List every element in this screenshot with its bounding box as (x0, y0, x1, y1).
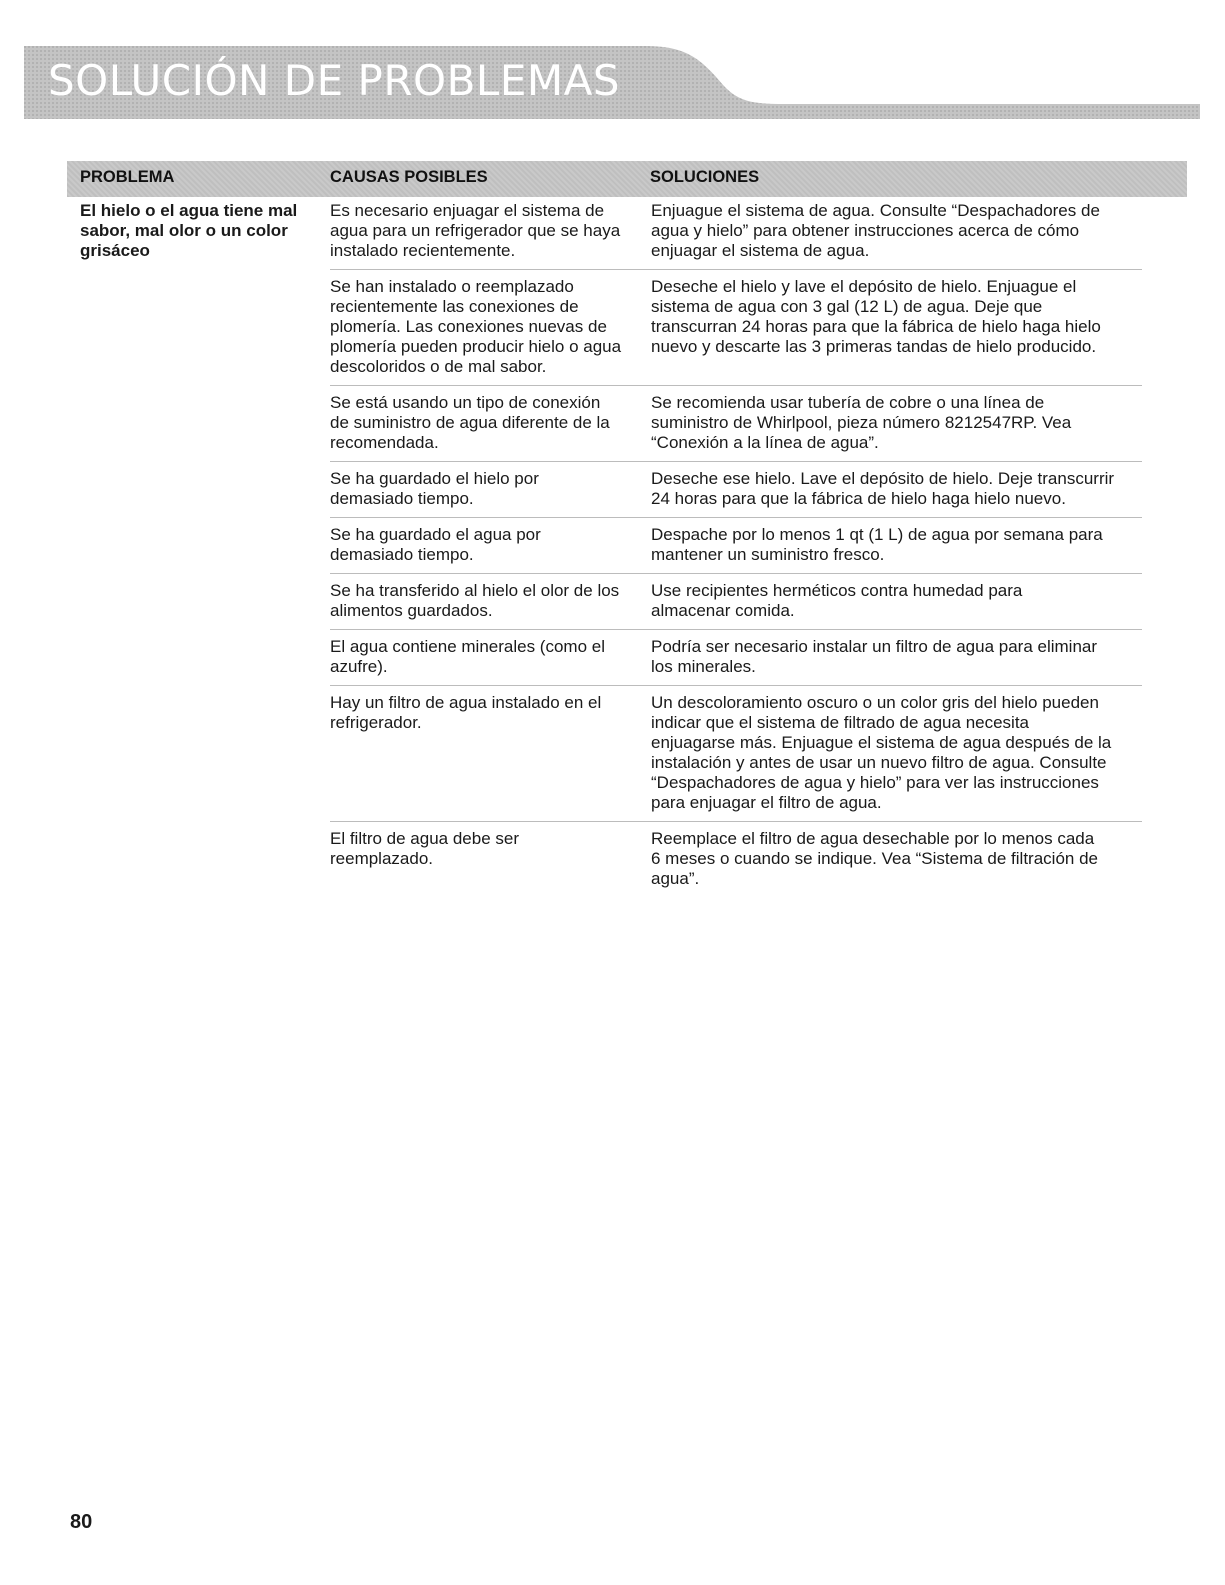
solution-cell: Un descoloramiento oscuro o un color gris del hielo pueden indicar que el sistema de filtrado de agua necesita enjuagarse más. Enjuague el sistema de agua después de la instalación y antes de usar un nuevo filtro de agua. Consulte “Despachadores de agua y hielo” para ver las instrucciones para enjuagar el filtro de agua. (651, 693, 1112, 812)
section-title: SOLUCIÓN DE PROBLEMAS (48, 56, 620, 105)
table-row (330, 461, 1142, 509)
cause-cell: Hay un filtro de agua instalado en el refrigerador. (330, 693, 602, 732)
header-solutions: SOLUCIONES (650, 168, 760, 186)
header-problem: PROBLEMA (80, 168, 175, 186)
table-row (330, 685, 1142, 813)
cause-cell: Se ha transferido al hielo el olor de los alimentos guardados. (330, 581, 620, 620)
solution-cell: Deseche ese hielo. Lave el depósito de hielo. Deje transcurrir 24 horas para que la fábrica de hielo haga hielo nuevo. (651, 469, 1115, 508)
table-row (330, 629, 1142, 677)
solution-cell: Deseche el hielo y lave el depósito de hielo. Enjuague el sistema de agua con 3 gal (12 L) de agua. Deje que transcurran 24 horas para que la fábrica de hielo haga hielo nuevo y descarte las 3 primeras tandas de hielo producido. (651, 277, 1101, 356)
cause-cell: Se han instalado o reemplazado recientemente las conexiones de plomería. Las conexiones nuevas de plomería pueden producir hielo o agua descoloridos o de mal sabor. (330, 277, 622, 376)
table-body (330, 199, 1142, 889)
cause-cell: Se está usando un tipo de conexión de suministro de agua diferente de la recomendada. (330, 393, 610, 452)
solution-cell: Use recipientes herméticos contra humedad para almacenar comida. (651, 581, 1023, 620)
section-banner (24, 46, 1200, 119)
solution-cell: Enjuague el sistema de agua. Consulte “Despachadores de agua y hielo” para obtener instrucciones acerca de cómo enjuagar el sistema de agua. (651, 201, 1100, 260)
table-row (330, 821, 1142, 889)
table-header (67, 161, 1187, 197)
page-number: 80 (70, 1511, 93, 1533)
cause-cell: El agua contiene minerales (como el azufre). (330, 637, 605, 676)
solution-cell: Se recomienda usar tubería de cobre o una línea de suministro de Whirlpool, pieza número 8212547RP. Vea “Conexión a la línea de agua”. (651, 393, 1072, 452)
cause-cell: Es necesario enjuagar el sistema de agua para un refrigerador que se haya instalado recientemente. (330, 201, 621, 260)
table-row (330, 269, 1142, 377)
header-causes: CAUSAS POSIBLES (330, 168, 488, 186)
table-row (330, 385, 1142, 453)
table-row (330, 517, 1142, 565)
table-row (330, 199, 1142, 261)
solution-cell: Reemplace el filtro de agua desechable por lo menos cada 6 meses o cuando se indique. Vea “Sistema de filtración de agua”. (651, 829, 1098, 888)
problem-cell: El hielo o el agua tiene mal sabor, mal olor o un color grisáceo (80, 201, 298, 260)
solution-cell: Despache por lo menos 1 qt (1 L) de agua por semana para mantener un suministro fresco. (651, 525, 1103, 564)
cause-cell: Se ha guardado el agua por demasiado tiempo. (330, 525, 541, 564)
cause-cell: El filtro de agua debe ser reemplazado. (330, 829, 520, 868)
table-row (330, 573, 1142, 621)
solution-cell: Podría ser necesario instalar un filtro de agua para eliminar los minerales. (651, 637, 1098, 676)
cause-cell: Se ha guardado el hielo por demasiado tiempo. (330, 469, 539, 508)
